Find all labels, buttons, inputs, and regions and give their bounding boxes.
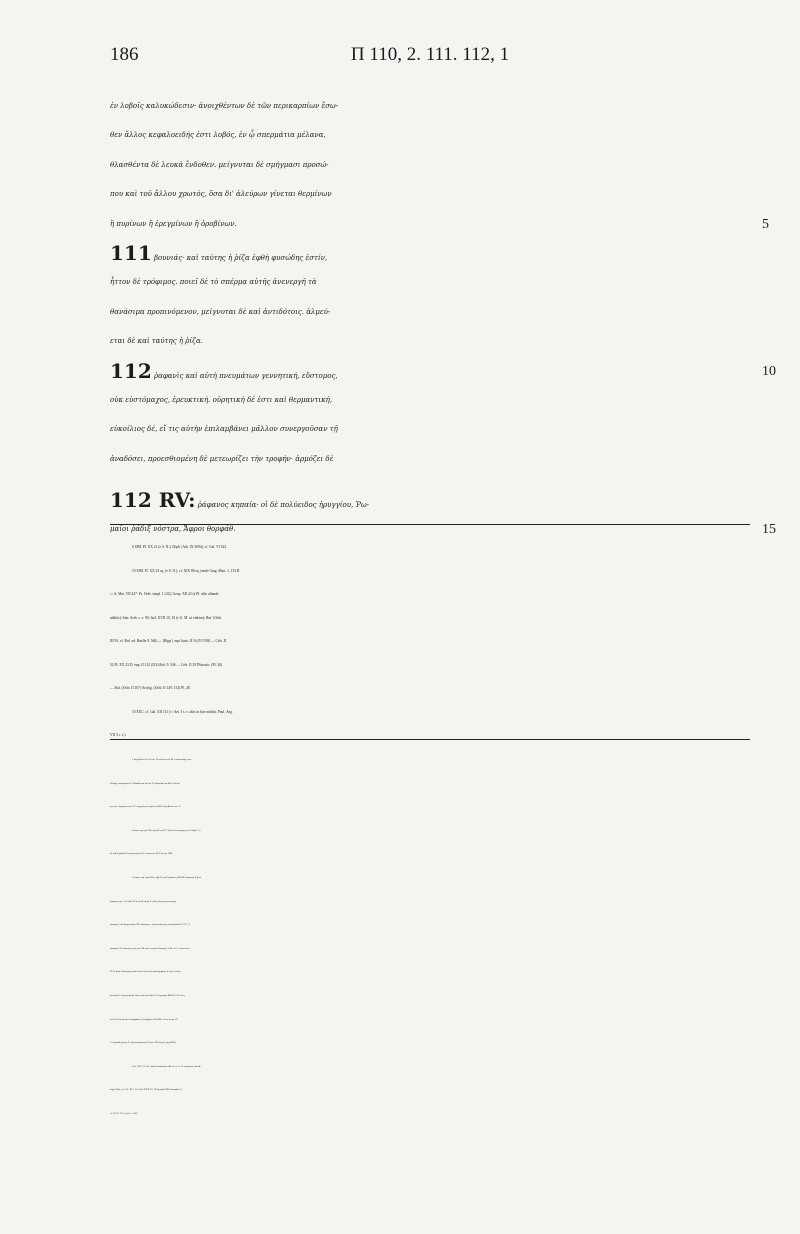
apparatus-line: E² 11 post εὐστόμαχος add. ἔνιοι δὲ τὰ ἐναντία ἔγραψαν E (var. lectio) <box>110 970 181 974</box>
apparatus-sources <box>110 536 750 748</box>
text-line: ἐν λοβοῖς καλυκώδεσιν· ἀνοιχθέντων δὲ τῶν περικαρπίων ἔσω- <box>110 102 339 110</box>
text-line: εται δὲ καὶ ταύτης ἡ ῥίζα. <box>110 337 203 346</box>
section-number: 112 RV: <box>110 488 196 513</box>
apparatus-line: 13 προσθειομένη V: προσεσθιομένη E (corr. E²) δὲ pr.] γὰρ REDi <box>110 1041 176 1045</box>
text-line: θανάσιμα προπινόμενον, μείγνυται δὲ καὶ ἀντιδότοις. ἁλμεύ- <box>110 307 331 316</box>
apparatus-line: 10 SIM. Pl. XX 23 sq. (e S. N.), cf. XIX 80 sq. (unde Garg. Mart. 1, 133 R <box>132 568 240 573</box>
apparatus-divider <box>110 739 750 740</box>
section-number: 112 <box>110 358 152 383</box>
apparatus-line: 32 Pl. XX 23 D. eup. II 112 (312) Ruf. 9. 546 — Cels. II 29 Plistonic. (Pl. 26) <box>110 662 223 667</box>
text-line: ἢ πυρίνων ἢ ἐρεγμίνων ἢ ὀροβίνων. 5 <box>110 210 750 239</box>
apparatus-line: 10 num. cap. σμα FDi: σμβ H: ρκ E ῥάφανος RDiDl: ῥέφανος E post <box>132 875 202 879</box>
line-number: 5 <box>762 216 769 232</box>
apparatus-line: δὲ (alt.)] γὰρ Di 8 προπινομένη E: πινόμενον Di 9 δὲ om. HDi <box>110 852 173 856</box>
section-number: 111 <box>110 240 152 265</box>
apparatus-line: ῥαφανὶς syn. e R add. Di δὲ καὶ E αὐτὴ F: αὕτη Di post γεννητική <box>110 899 176 903</box>
line-number: 10 <box>762 363 776 379</box>
apparatus-line: transpos. καὶ θερμαντική CDi εὔστομος—ἐρευκτική om. post βοηθεῖ (S. 187, 7) <box>110 923 191 927</box>
text-line: μαῖοι ῥάδιξ νόστρα, Ἄφροι θορφάθ. 15 <box>110 515 750 544</box>
apparatus-criticus <box>110 748 750 1126</box>
apparatus-line: 10 EXC. cf. Gal. XII 111 (∾ Aet. I s. v. aliis in fine additis, Paul. Aeg. <box>132 709 233 714</box>
line-number: 15 <box>762 522 776 538</box>
apparatus-line: cf. D. IV 175, Löw l. s. 407 <box>110 1111 138 1115</box>
page-header <box>110 44 750 72</box>
apparatus-line: ∾ A. Mai. VII 427. Ps. Orib. simpl. I 122); Geop. XII 22 (e Pl. aliis aliunde <box>110 592 219 596</box>
text-line-section-112-rv: 112 RV: ῥάφανος κηπαία· οἱ δὲ πολύειδος ἠρυγγίου, Ῥω- <box>110 488 370 513</box>
apparatus-line: VII 3 s. v.). <box>110 733 127 737</box>
apparatus-line: transpos. Q: εὔστομος οὐκ om. Dl: ante et post εὔστομος 3 litt. del. et οὐκ inser. <box>110 946 190 950</box>
apparatus-line: 6 SIM. Pl. XX 21 (e S. N.); Diph. (Ath. IX 369d), cf. Gal. VI 622. <box>132 545 228 549</box>
apparatus-line: κτλ.] δεῖ δὲ αὐτὴν ἐπιλαμβάνειν (λαμβάνειν R) RDi: εἴ τις in ras. E² <box>110 1017 178 1021</box>
text-line-section-112: 112 ῥαφανὶς καὶ αὐτὴ πνευμάτων γεννητική, εὔστομος, 10 <box>110 357 750 386</box>
apparatus-line: additis); Sim. Seth. s. v. 90; Isid. XVII 10, 10 (e G. M. ut videtur); Ruf. (Orib. <box>110 615 222 620</box>
text-line: εὐκοίλιος δέ, εἴ τις αὐτὴν ἐπιλαμβάνει μᾶλλον συνεργοῦσαν τῇ <box>110 425 338 434</box>
text-line: θλασθέντα δὲ λευκὰ ἔνδοθεν. μείγνυται δὲ σμήγμασι προσώ- <box>110 160 329 169</box>
apparatus-line: — Ruf. (Orib. II 107) Archig. (Orib. II 149. 152) Pl. 28. <box>110 686 191 690</box>
apparatus-line: ρου γίν. θερμίνου κτλ. E 5 ἐρεγμίνων] αἰρίνων QDi ἢ ὀροβίνων om. E <box>110 805 181 809</box>
apparatus-divider <box>110 524 750 525</box>
apparatus-line: 14 C 283ᵛ: N 131 (radix domestica add. m. rec.) 15 νοστρατα (τα dit- <box>132 1064 202 1068</box>
text-line: ἀναδόσει, προεσθιομένη δὲ μετεωρίζει τὴν τροφήν· ἁρμόζει δὲ <box>110 454 334 463</box>
apparatus-line: 1 ἀνυχθέντων E δὲ om. H τούτων τῶν Di 2 φακοειδής coni. <box>132 758 192 761</box>
text-line: που καὶ τοῦ ἄλλου χρωτός, ὅσα δι' ἀλεύρων γίνεται θερμίνων <box>110 190 332 199</box>
main-text <box>110 92 776 545</box>
running-title: Π 110, 2. 111. 112, 1 <box>350 44 510 65</box>
apparatus-line: togr.) libri, cf. Col. XI 3, 18. Isid. XVII 10, 10 θορφαθ NDi: θορφαθε C, <box>110 1088 183 1092</box>
apparatus-line: ῥευτική V: ἐρευκτική δέ ἐστιν καὶ (οὐκ add. C) οὐρητική REDi 12 δὲ εἴ τις <box>110 993 185 997</box>
apparatus-line: Scaliger σπέρματα E 3 θλασθέντα δὲ om. H: θραυσθέντα EDi 4 ἀλεύ- <box>110 781 180 785</box>
apparatus-line: III 93, cf. Ruf. ed. Ruelle 9. 546) — [Hipp.] περὶ διαίτ. II 54 (VI 558) — Cels. II <box>110 639 227 643</box>
text-line-section-111: 111 βουνιάς· καὶ ταύτης ἡ ῥίζα ἑφθὴ φυσώδης ἐστίν, <box>110 240 328 265</box>
text-line: θεν ἄλλος κεφαλοειδής ἐστι λοβός, ἐν ᾧ σπερμάτια μέλανα, <box>110 131 326 140</box>
text-line: ἧττον δὲ τρόφιμος. ποιεῖ δὲ τὸ σπέρμα αὐτῆς ἀνενεργῆ τὰ <box>110 278 317 287</box>
text-line: οὐκ εὐστόμαχος, ἐρευκτική. οὐρητικὴ δέ ἐστι καὶ θερμαντική, <box>110 395 333 404</box>
page-number: 186 <box>110 44 139 65</box>
apparatus-line: 6 num. cap. ρα FDi: σμα H: ριθ E 7 ἧττον δὲ τρόφιμος] cf. Diph. l. s. <box>132 828 202 832</box>
